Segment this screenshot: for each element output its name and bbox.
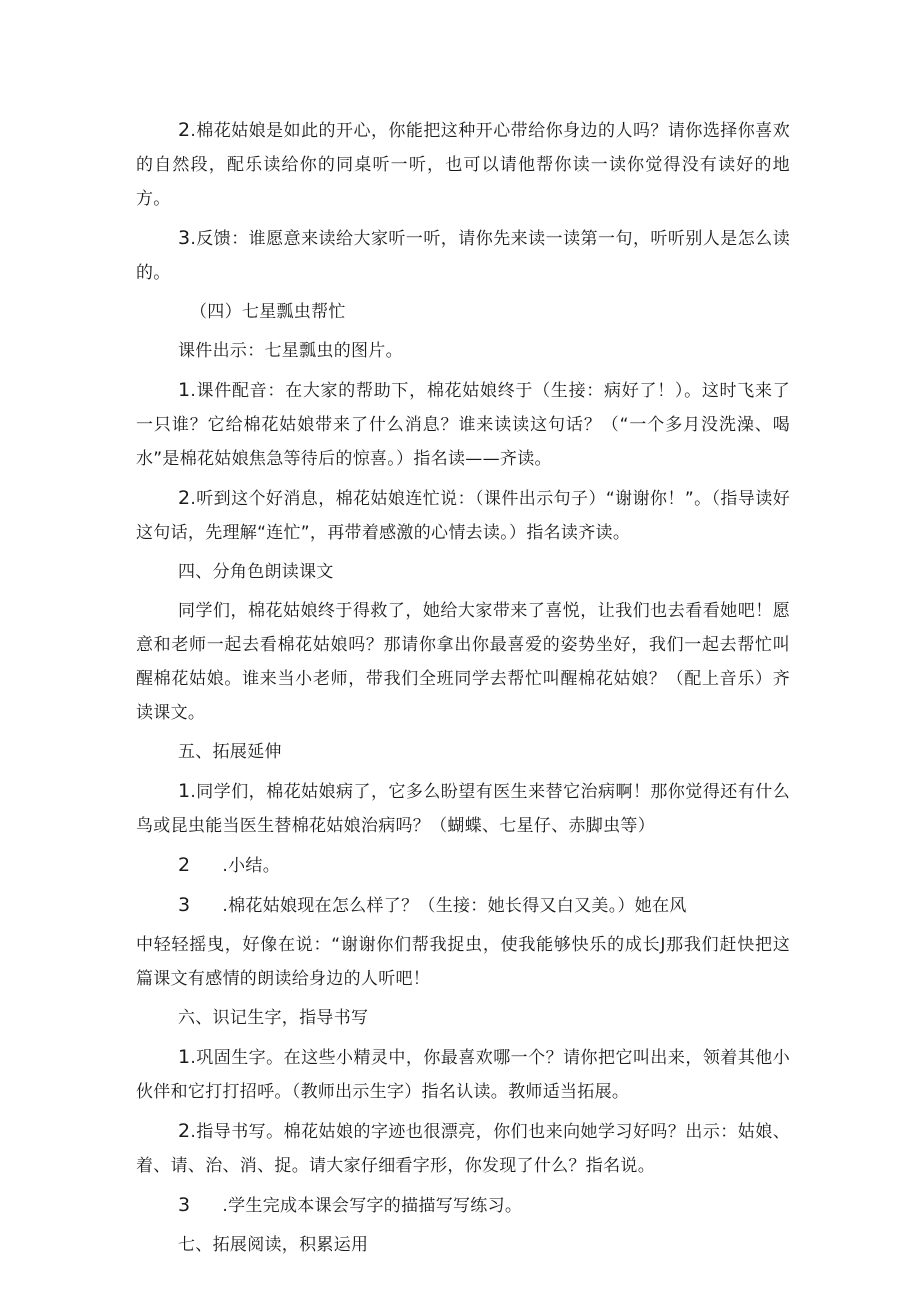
paragraph-item-3: [136, 221, 790, 290]
section-heading-reading: 七、拓展阅读，积累运用: [178, 1235, 369, 1255]
item-number: 2: [178, 487, 191, 509]
paragraph-text: .课件配音：在大家的帮助下，棉花姑娘终于（生接：病好了！）。这时飞来了一只谁？它给棉花姑娘带来了什么消息？谁来读读这句话？（“一个多月没洗澡、喝水”是棉花姑娘焦急等待后的惊喜。）指名读——齐读。: [136, 381, 790, 469]
paragraph-text: .同学们，棉花姑娘病了，它多么盼望有医生来替它治病啊！那你觉得还有什么鸟或昆虫能当医生替棉花姑娘治病吗？（蝴蝶、七星仔、赤脚虫等）: [136, 782, 790, 836]
paragraph-continuation: 中轻轻摇曳，好像在说：“谢谢你们帮我捉虫，使我能够快乐的成长J那我们赶快把这篇课文有感情的朗读给身边的人听吧！: [136, 935, 790, 989]
paragraph-roles-body: 同学们，棉花姑娘终于得救了，她给大家带来了喜悦，让我们也去看看她吧！愿意和老师一起去看棉花姑娘吗？那请你拿出你最喜爱的姿势坐好，我们一起去帮忙叫醒棉花姑娘。谁来当小老师，带我们全班同学去帮忙叫醒棉花姑娘？（配上音乐）齐读课文。: [136, 601, 790, 723]
paragraph-item-2d: [136, 1114, 790, 1183]
section-heading-roles: 四、分角色朗读课文: [178, 562, 334, 582]
paragraph-item-1c: [136, 1040, 790, 1109]
item-number: 2: [178, 854, 191, 876]
paragraph-item-1b: [136, 774, 790, 843]
paragraph-item-3b: [136, 888, 790, 923]
section-heading-extension: 五、拓展延伸: [178, 742, 282, 762]
paragraph-item-2b: [136, 481, 790, 550]
document-page: [136, 113, 790, 1267]
paragraph-item-2c: [136, 848, 790, 883]
item-number: 3: [178, 1194, 191, 1216]
item-number: 1: [178, 1046, 191, 1068]
paragraph-text: .学生完成本课会写字的描描写写练习。: [222, 1196, 523, 1216]
paragraph-text: .指导书写。棉花姑娘的字迹也很漂亮，你们也来向她学习好吗？出示：姑娘、着、请、治、消、捉。请大家仔细看字形，你发现了什么？指名说。: [136, 1122, 790, 1176]
paragraph-item-2: [136, 113, 790, 216]
paragraph-text: .听到这个好消息，棉花姑娘连忙说：（课件出示句子）“谢谢你！”。（指导读好这句话，先理解“连忙”，再带着感激的心情去读。）指名读齐读。: [136, 489, 790, 543]
paragraph-item-3c: [136, 1188, 790, 1223]
paragraph-item-1: [136, 373, 790, 476]
item-number: 3: [178, 227, 191, 249]
paragraph-text: .反馈：谁愿意来读给大家听一听，请你先来读一读第一句，听听别人是怎么读的。: [136, 229, 790, 283]
paragraph-text: .棉花姑娘是如此的开心，你能把这种开心带给你身边的人吗？请你选择你喜欢的自然段，配乐读给你的同桌听一听，也可以请他帮你读一读你觉得没有读好的地方。: [136, 121, 790, 209]
paragraph-courseware: 课件出示：七星瓢虫的图片。: [178, 341, 403, 361]
section-heading-characters: 六、识记生字，指导书写: [178, 1008, 369, 1028]
item-number: 2: [178, 119, 191, 141]
section-heading-ladybug: （四）七星瓢虫帮忙: [190, 302, 346, 322]
paragraph-text: .小结。: [222, 856, 280, 876]
item-number: 1: [178, 379, 191, 401]
paragraph-text: .棉花姑娘现在怎么样了？（生接：她长得又白又美。）她在风: [222, 896, 687, 916]
paragraph-text: .巩固生字。在这些小精灵中，你最喜欢哪一个？请你把它叫出来，领着其他小伙伴和它打打招呼。（教师出示生字）指名认读。教师适当拓展。: [136, 1048, 790, 1102]
item-number: 2: [178, 1120, 191, 1142]
item-number: 1: [178, 780, 191, 802]
item-number: 3: [178, 894, 191, 916]
